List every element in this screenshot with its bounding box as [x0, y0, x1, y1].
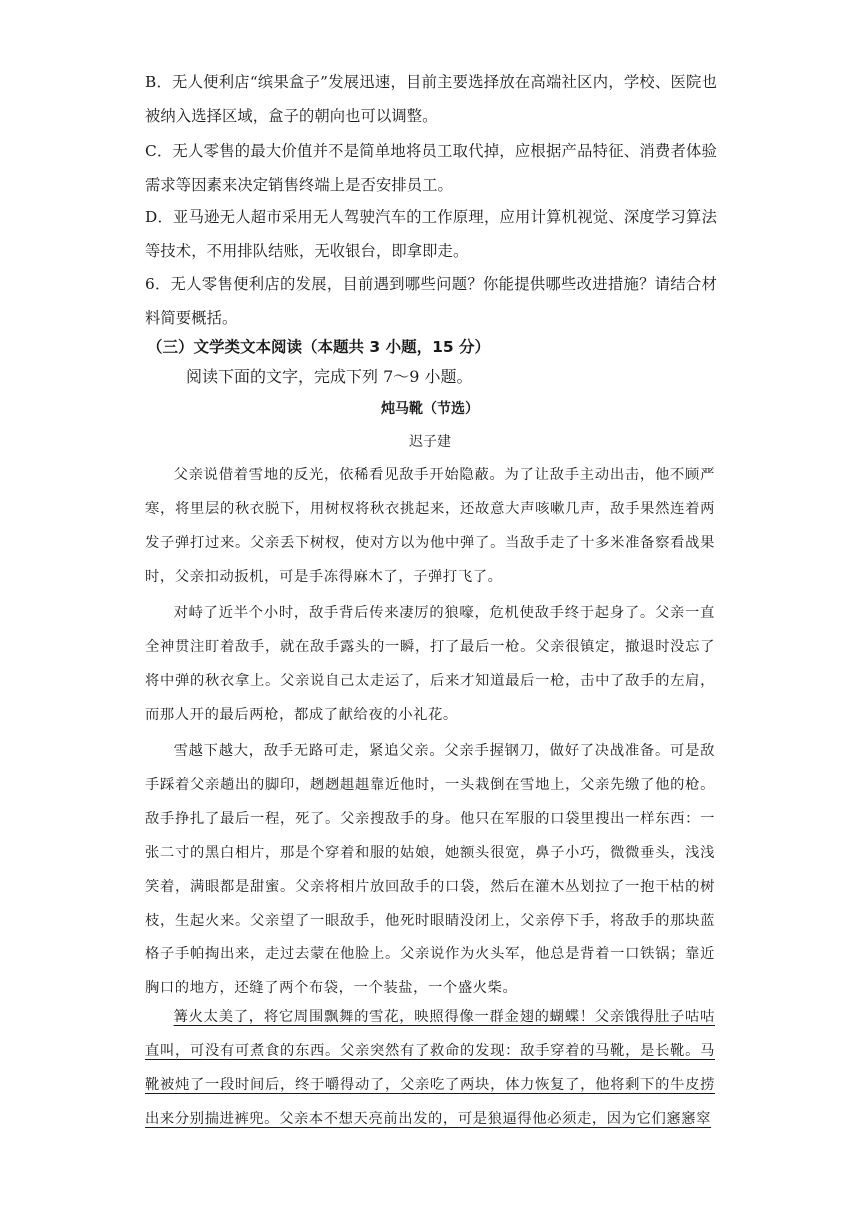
- passage-paragraph: 雪越下越大，敌手无路可走，紧追父亲。父亲手握钢刀，做好了决战准备。可是敌手踩着父亲趟出的脚印，趔趔趄趄靠近他时，一头栽倒在雪地上，父亲先缴了他的枪。敌手挣扎了最后一程，死了。父亲搜敌手的身。他只在军服的口袋里搜出一样东西：一张二寸的黑白相片，那是个穿着和服的姑娘，她额头很宽，鼻子小巧，微微垂头，浅浅笑着，满眼都是甜蜜。父亲将相片放回敌手的口袋，然后在灌木丛划拉了一抱干枯的树枝，生起火来。父亲望了一眼敌手，他死时眼睛没闭上，父亲停下手，将敌手的那块蓝格子手帕掏出来，走过去蒙在他脸上。父亲说作为火头军，他总是背着一口铁锅；靠近胸口的地方，还缝了两个布袋，一个装盐，一个盛火柴。: [145, 743, 715, 997]
- option-d: D．亚马逊无人超市采用无人驾驶汽车的工作原理，应用计算机视觉、深度学习算法等技术，不用排队结账，无收银台，即拿即走。: [145, 208, 717, 260]
- passage-paragraph-underlined: 篝火太美了，将它周围飘舞的雪花，映照得像一群金翅的蝴蝶！父亲饿得肚子咕咕直叫，可没有可煮食的东西。父亲突然有了救命的发现：敌手穿着的马靴，是长靴。马靴被炖了一段时间后，终于嚼得动了，父亲吃了两块，体力恢复了，他将剩下的牛皮捞出来分别揣进裤兜。父亲本不想天亮前出发的，可是狼逼得他必须走，因为它们窸窸窣: [145, 1009, 715, 1127]
- passage-title: 炖马靴（节选）: [381, 401, 479, 417]
- passage-author: 迟子建: [409, 434, 451, 450]
- option-b: B．无人便利店“缤果盒子”发展迅速，目前主要选择放在高端社区内，学校、医院也被纳入选择区域，盒子的朝向也可以调整。: [145, 73, 717, 125]
- question-6: 6．无人零售便利店的发展，目前遇到哪些问题？你能提供哪些改进措施？请结合材料简要概括。: [145, 275, 717, 327]
- option-c: C．无人零售的最大价值并不是简单地将员工取代掉，应根据产品特征、消费者体验需求等因素来决定销售终端上是否安排员工。: [145, 142, 717, 194]
- reading-instruction: 阅读下面的文字，完成下列 7～9 小题。: [186, 367, 473, 386]
- section-heading: （三）文学类文本阅读（本题共 3 小题，15 分）: [147, 338, 491, 356]
- passage-paragraph: 父亲说借着雪地的反光，依稀看见敌手开始隐蔽。为了让敌手主动出击，他不顾严寒，将里层的秋衣脱下，用树杈将秋衣挑起来，还故意大声咳嗽几声，敌手果然连着两发子弹打过来。父亲丢下树杈，使对方以为他中弹了。当敌手走了十多米准备察看战果时，父亲扣动扳机，可是手冻得麻木了，子弹打飞了。: [145, 467, 715, 585]
- passage-paragraph: 对峙了近半个小时，敌手背后传来凄厉的狼嚎，危机使敌手终于起身了。父亲一直全神贯注盯着敌手，就在敌手露头的一瞬，打了最后一枪。父亲很镇定，撤退时没忘了将中弹的秋衣拿上。父亲说自己太走运了，后来才知道最后一枪，击中了敌手的左肩，而那人开的最后两枪，都成了献给夜的小礼花。: [145, 605, 715, 723]
